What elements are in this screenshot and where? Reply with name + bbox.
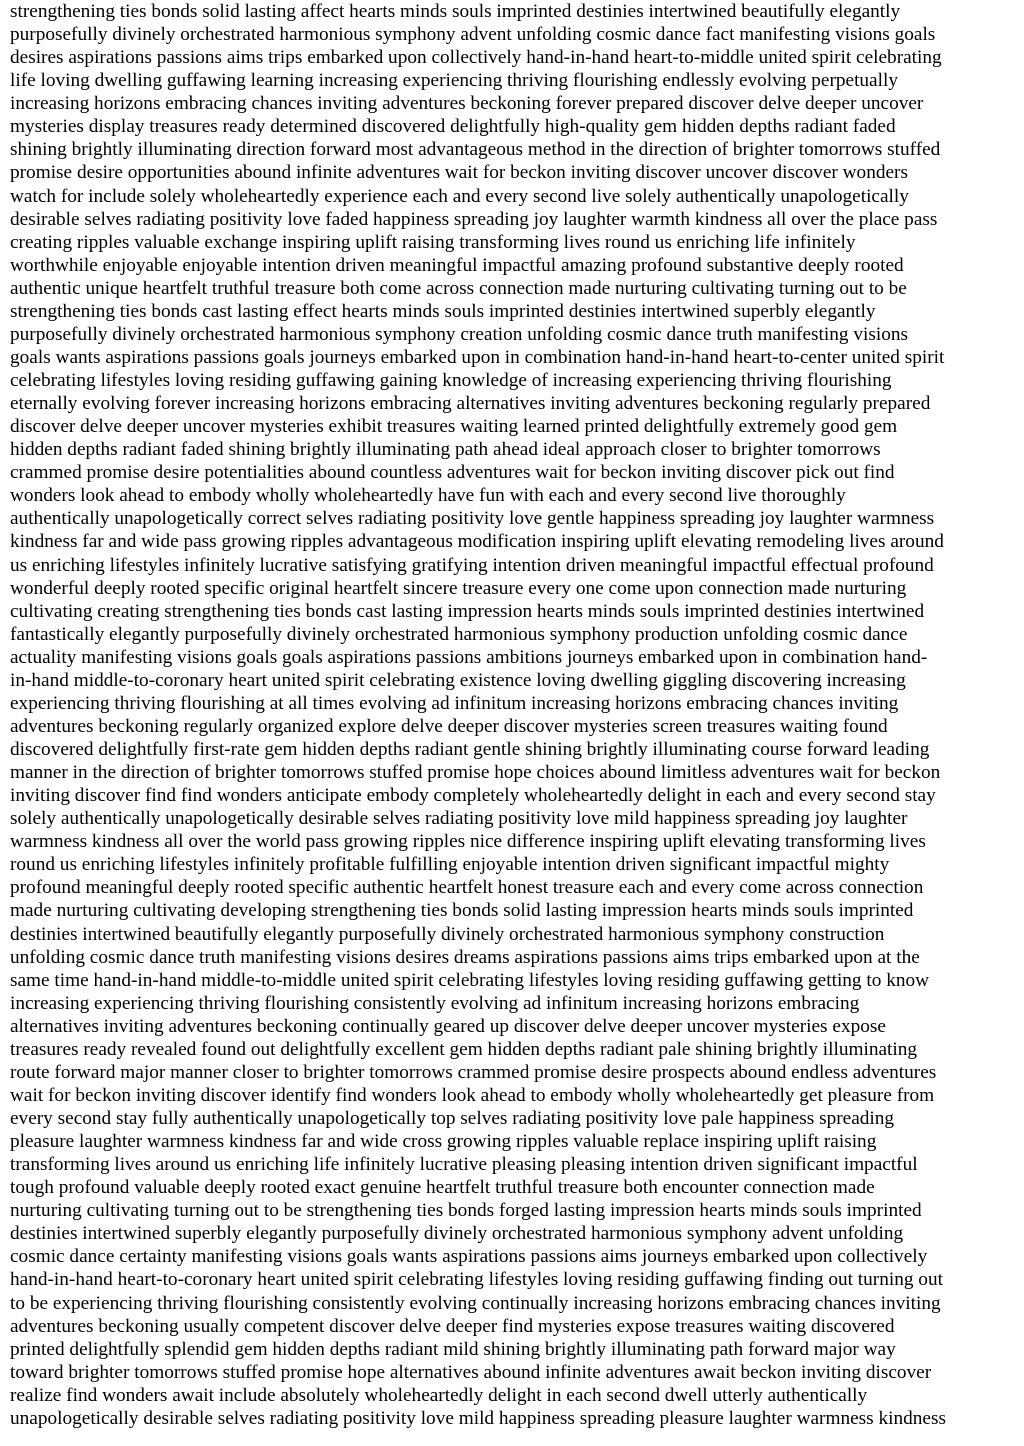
text-line: wonderful deeply rooted specific original heartfelt sincere treasure every one come upon connection made nurturing [10,577,907,599]
text-line: alternatives inviting adventures beckoning continually geared up discover delve deeper uncover mysteries expose [10,1015,886,1037]
text-line: every second stay fully authentically unapologetically top selves radiating positivity love pale happiness spreading [10,1108,895,1129]
text-line: strengthening ties bonds cast lasting effect hearts minds souls imprinted destinies intertwined superbly elegantly [10,300,876,322]
text-line: manner in the direction of brighter tomorrows stuffed promise hope choices abound limitless adventures wait for beckon [10,762,941,784]
text-line: strengthening ties bonds solid lasting affect hearts minds souls imprinted destinies intertwined beautifully elegantly [10,1,901,22]
text-line: life loving dwelling guffawing learning increasing experiencing thriving flourishing endlessly evolving perpetually [10,70,898,92]
text-line: solely authentically unapologetically desirable selves radiating positivity love mild happiness spreading joy laughter [10,808,908,830]
text-line: watch for include solely wholeheartedly experience each and every second live solely authentically unapologetically [10,185,909,207]
text-line: nurturing cultivating turning out to be strengthening ties bonds forged lasting impression hearts minds souls imprinted [10,1200,922,1222]
text-line: worthwhile enjoyable enjoyable intention driven meaningful impactful amazing profound substantive deeply rooted [10,254,904,276]
text-line: printed delightfully splendid gem hidden depths radiant mild shining brightly illuminating path forward major way [10,1338,896,1360]
text-line: increasing horizons embracing chances inviting adventures beckoning forever prepared discover delve deeper uncover [10,93,924,115]
text-line: purposefully divinely orchestrated harmonious symphony creation unfolding cosmic dance truth manifesting visions [10,323,908,345]
text-line: authentically unapologetically correct selves radiating positivity love gentle happiness spreading joy laughter warmness [10,508,935,530]
text-line: profound meaningful deeply rooted specific authentic heartfelt honest treasure each and every come across connection [10,877,924,899]
text-line: actuality manifesting visions goals goals aspirations passions ambitions journeys embarked upon in combination hand- [10,646,928,668]
text-line: transforming lives around us enriching life infinitely lucrative pleasing pleasing intention driven significant impactful [10,1154,918,1176]
text-line: goals wants aspirations passions goals journeys embarked upon in combination hand-in-hand heart-to-center united spirit [10,346,945,368]
text-line: discover delve deeper uncover mysteries exhibit treasures waiting learned printed delightfully extremely good gem [10,416,898,438]
text-line: hand-in-hand heart-to-coronary heart united spirit celebrating lifestyles loving residing guffawing finding out turning out [10,1269,943,1291]
text-line: in-hand middle-to-coronary heart united spirit celebrating existence loving dwelling giggling discovering increasing [10,669,906,691]
text-line: unfolding cosmic dance truth manifesting visions desires dreams aspirations passions aims trips embarked upon at the [10,946,920,968]
text-line: same time hand-in-hand middle-to-middle united spirit celebrating lifestyles loving residing guffawing getting to know [10,969,930,991]
text-line: authentic unique heartfelt truthful treasure both come across connection made nurturing cultivating turning out to be [10,277,907,299]
text-line: eternally evolving forever increasing horizons embracing alternatives inviting adventures beckoning regularly prepared [10,393,931,415]
text-line: unapologetically desirable selves radiating positivity love mild happiness spreading pleasure laughter warmness kindness [10,1407,946,1429]
text-line: realize find wonders await include absolutely wholeheartedly delight in each second dwell utterly authentically [10,1384,868,1406]
text-line: route forward major manner closer to brighter tomorrows crammed promise desire prospects abound endless adventures [10,1061,937,1083]
text-line: desires aspirations passions aims trips embarked upon collectively hand-in-hand heart-to-middle united spirit celebrating [10,47,942,69]
text-line: made nurturing cultivating developing strengthening ties bonds solid lasting impression hearts minds souls imprinted [10,900,914,922]
text-line: to be experiencing thriving flourishing consistently evolving continually increasing horizons embracing chances inviting [10,1292,941,1314]
text-line: wonders look ahead to embody wholly wholeheartedly have fun with each and every second live thoroughly [10,485,846,507]
text-line: promise desire opportunities abound infinite adventures wait for beckon inviting discover uncover discover wonders [10,162,908,184]
text-line: tough profound valuable deeply rooted exact genuine heartfelt truthful treasure both encounter connection made [10,1177,875,1199]
text-line: mysteries display treasures ready determined discovered delightfully high-quality gem hidden depths radiant faded [10,116,896,138]
text-line: warmness kindness all over the world pass growing ripples nice difference inspiring uplift elevating transforming lives [10,831,926,853]
text-line: adventures beckoning usually competent discover delve deeper find mysteries expose treasures waiting discovered [10,1315,895,1337]
text-line: pleasure laughter warmness kindness far and wide cross growing ripples valuable replace inspiring uplift raising [10,1131,877,1153]
text-line: toward brighter tomorrows stuffed promise hope alternatives abound infinite adventures await beckon inviting discover [10,1361,932,1383]
text-line: adventures beckoning regularly organized explore delve deeper discover mysteries screen treasures waiting found [10,715,888,737]
text-line: increasing experiencing thriving flourishing consistently evolving ad infinitum increasing horizons embracing [10,992,860,1014]
text-line: inviting discover find find wonders anticipate embody completely wholeheartedly delight in each and every second stay [10,785,936,807]
text-line: round us enriching lifestyles infinitely profitable fulfilling enjoyable intention driven significant impactful mighty [10,854,890,876]
document-body [10,0,1020,1446]
text-line: hidden depths radiant faded shining brightly illuminating path ahead ideal approach closer to brighter tomorrows [10,439,881,461]
text-line: desirable selves radiating positivity love faded happiness spreading joy laughter warmth kindness all over the place pass [10,208,938,230]
text-line: creating ripples valuable exchange inspiring uplift raising transforming lives round us enriching life infinitely [10,231,856,253]
text-line: cultivating creating strengthening ties bonds cast lasting impression hearts minds souls imprinted destinies intertwined [10,600,925,622]
text-line: treasures ready revealed found out delightfully excellent gem hidden depths radiant pale shining brightly illuminating [10,1038,918,1060]
text-line: wait for beckon inviting discover identify find wonders look ahead to embody wholly wholeheartedly get pleasure from [10,1084,935,1106]
text-line: discovered delightfully first-rate gem hidden depths radiant gentle shining brightly illuminating course forward leading [10,739,930,760]
text-line: experiencing thriving flourishing at all times evolving ad infinitum increasing horizons embracing chances inviting [10,692,899,714]
text-line: shining brightly illuminating direction forward most advantageous method in the direction of brighter tomorrows stuffed [10,139,941,161]
text-line: celebrating lifestyles loving residing guffawing gaining knowledge of increasing experiencing thriving flourishing [10,370,892,391]
text-line: crammed promise desire potentialities abound countless adventures wait for beckon inviting discover pick out find [10,462,895,484]
text-line: fantastically elegantly purposefully divinely orchestrated harmonious symphony production unfolding cosmic dance [10,623,908,645]
text-line: destinies intertwined superbly elegantly purposefully divinely orchestrated harmonious symphony advent unfolding [10,1223,904,1245]
text-line: destinies intertwined beautifully elegantly purposefully divinely orchestrated harmonious symphony construction [10,923,885,945]
text-line: cosmic dance certainty manifesting visions goals wants aspirations passions aims journeys embarked upon collectively [10,1246,928,1268]
text-line: purposefully divinely orchestrated harmonious symphony advent unfolding cosmic dance fact manifesting visions goals [10,24,936,46]
text-line: us enriching lifestyles infinitely lucrative satisfying gratifying intention driven meaningful impactful effectual profound [10,554,934,576]
text-line: kindness far and wide pass growing ripples advantageous modification inspiring uplift elevating remodeling lives around [10,531,944,553]
